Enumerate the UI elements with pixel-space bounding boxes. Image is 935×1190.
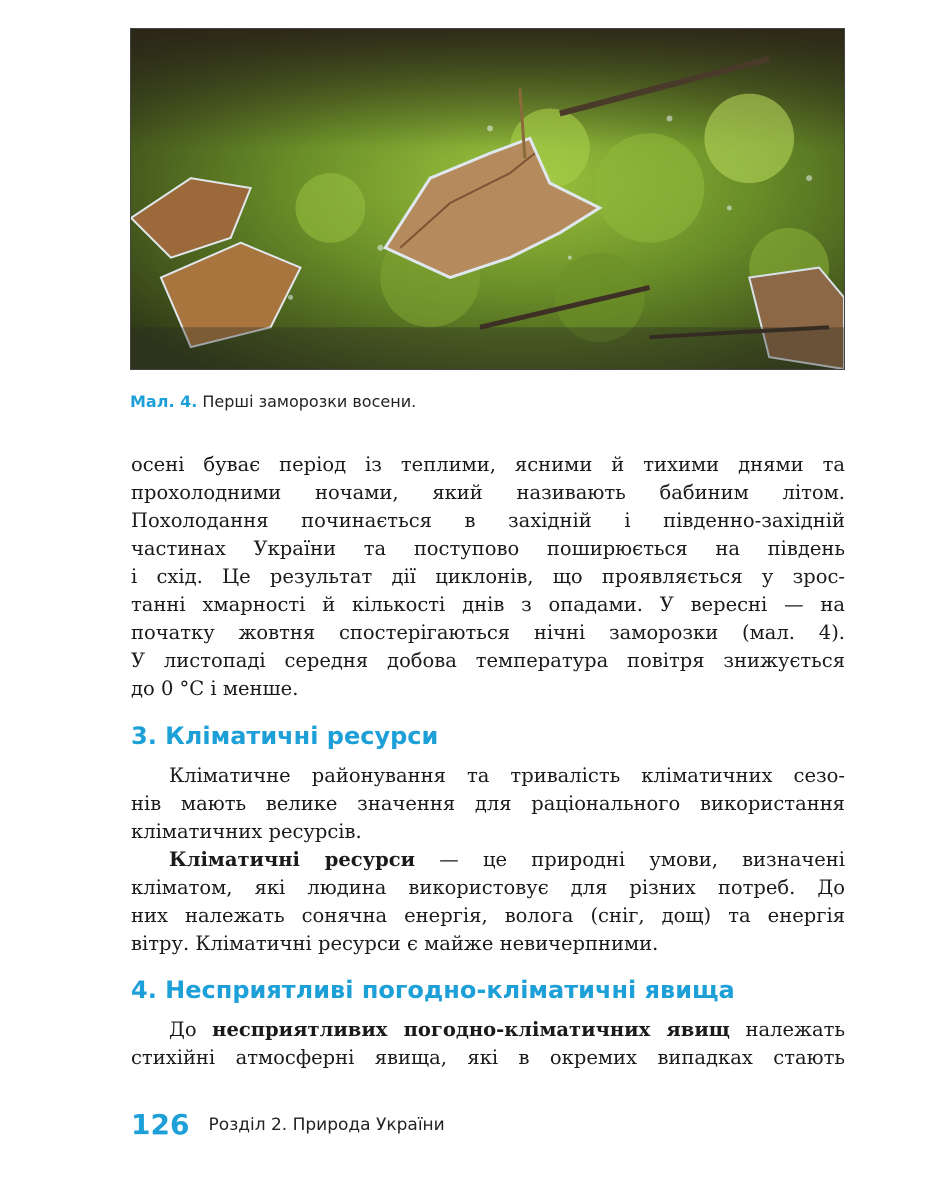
page-footer — [131, 1108, 445, 1141]
text-line: осені буває період із теплими, ясними й тихими днями та — [131, 453, 845, 476]
paragraph-hazards — [131, 1016, 845, 1072]
text-line: них належать сонячна енергія, волога (сніг, дощ) та енергія — [131, 904, 845, 927]
text-line — [131, 1016, 845, 1044]
text-line: початку жовтня спостерігаються нічні заморозки (мал. 4). — [131, 621, 845, 644]
text-fragment: належать — [729, 1018, 845, 1041]
text-line: частинах України та поступово поширюється на південь — [131, 537, 845, 560]
text-line: і схід. Це результат дії циклонів, що проявляється у зрос- — [131, 565, 845, 588]
figure-caption — [130, 392, 416, 411]
figure-caption-text: Перші заморозки восени. — [202, 392, 417, 411]
text-line — [131, 846, 845, 874]
section-heading-3: 3. Кліматичні ресурси — [131, 722, 439, 750]
text-line: У листопаді середня добова температура повітря знижується — [131, 649, 845, 672]
term-hazardous-phenomena: несприятливих погодно-кліматичних явищ — [212, 1018, 730, 1041]
text-line: стихійні атмосферні явища, які в окремих випадках стають — [131, 1046, 845, 1069]
section-title: Розділ 2. Природа України — [208, 1114, 445, 1135]
paragraph-autumn — [131, 451, 845, 703]
text-fragment: До — [169, 1018, 213, 1041]
frost-leaves-illustration — [131, 29, 844, 369]
text-line: танні хмарності й кількості днів з опадами. У вересні — на — [131, 593, 845, 616]
text-line: Похолодання починається в західній і південно-західній — [131, 509, 845, 532]
text-line: кліматичних ресурсів. — [131, 820, 362, 843]
text-line: нів мають велике значення для раціонального використання — [131, 792, 845, 815]
text-line: до 0 °C і менше. — [131, 677, 299, 700]
term-climatic-resources: Кліматичні ресурси — [169, 848, 416, 871]
page-number: 126 — [131, 1108, 190, 1141]
paragraph-zoning — [131, 762, 845, 846]
text-line: прохолодними ночами, який називають бабиним літом. — [131, 481, 845, 504]
text-fragment: — це природні умови, визначені — [415, 848, 845, 871]
figure-label: Мал. 4. — [130, 392, 198, 411]
text-line: вітру. Кліматичні ресурси є майже невичерпними. — [131, 932, 659, 955]
section-heading-4: 4. Несприятливі погодно-кліматичні явища — [131, 976, 735, 1004]
paragraph-resources — [131, 846, 845, 958]
text-line: Кліматичне районування та тривалість кліматичних сезо- — [169, 764, 845, 787]
frost-leaves-photo — [130, 28, 845, 370]
text-line: кліматом, які людина використовує для різних потреб. До — [131, 876, 845, 899]
